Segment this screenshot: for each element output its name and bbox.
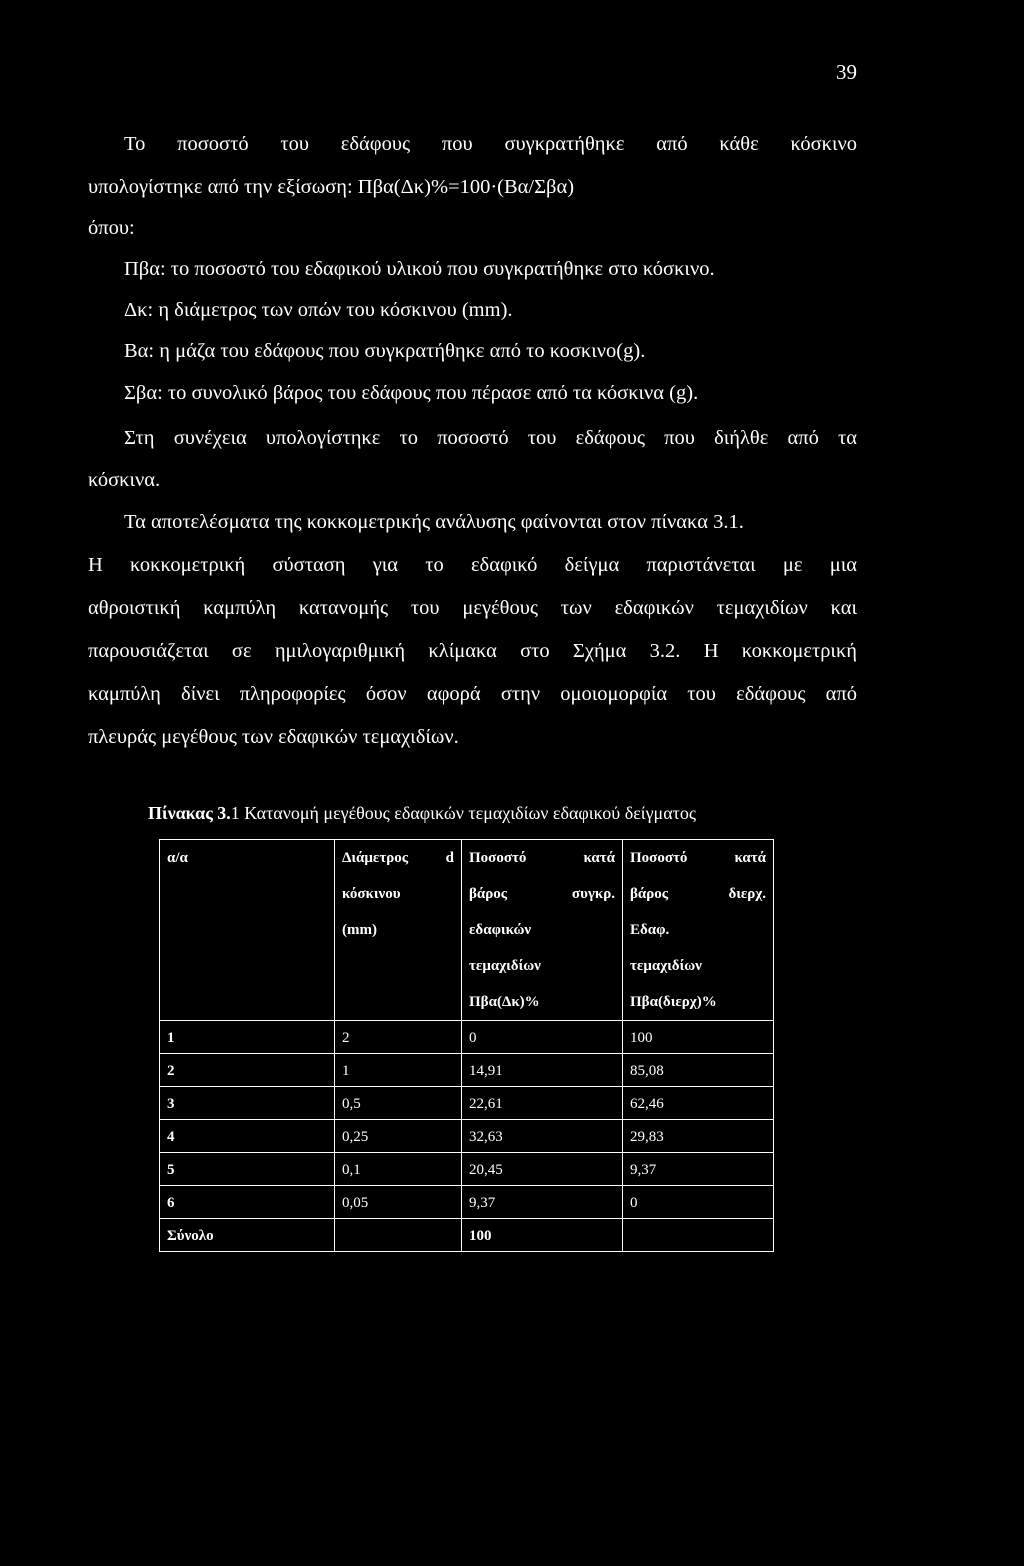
cell-aa: 6 bbox=[160, 1186, 335, 1219]
cell-aa: 1 bbox=[160, 1021, 335, 1054]
header-retained bbox=[462, 840, 623, 1021]
header-passing-line-1: Ποσοστό κατά bbox=[630, 850, 766, 866]
header-passing bbox=[623, 840, 774, 1021]
table-row bbox=[160, 1021, 774, 1054]
paragraph-1-line-2: υπολογίστηκε από την εξίσωση: Πβα(Δκ)%=100·(Βα/Σβα) bbox=[88, 176, 575, 198]
table-row bbox=[160, 1186, 774, 1219]
cell-retained: 0 bbox=[462, 1021, 623, 1054]
table-caption-text: 1 Κατανομή μεγέθους εδαφικών τεμαχιδίων εδαφικού δείγματος bbox=[230, 803, 696, 823]
cell-total-passing bbox=[623, 1219, 774, 1252]
table-caption bbox=[148, 803, 696, 824]
cell-diameter: 0,5 bbox=[335, 1087, 462, 1120]
cell-aa: 2 bbox=[160, 1054, 335, 1087]
paragraph-4-line-1: Η κοκκομετρική σύσταση για το εδαφικό δείγμα παριστάνεται με μια bbox=[88, 554, 857, 576]
paragraph-4-line-5: πλευράς μεγέθους των εδαφικών τεμαχιδίων. bbox=[88, 726, 459, 748]
cell-retained: 32,63 bbox=[462, 1120, 623, 1153]
header-retained-line-3: εδαφικών bbox=[469, 922, 532, 938]
table-row bbox=[160, 1054, 774, 1087]
cell-passing: 0 bbox=[623, 1186, 774, 1219]
cell-passing: 85,08 bbox=[623, 1054, 774, 1087]
paragraph-4-line-3: παρουσιάζεται σε ημιλογαριθμική κλίμακα στο Σχήμα 3.2. Η κοκκομετρική bbox=[88, 640, 857, 662]
table-total-row bbox=[160, 1219, 774, 1252]
header-passing-line-3: Εδαφ. bbox=[630, 922, 670, 938]
cell-diameter: 0,25 bbox=[335, 1120, 462, 1153]
cell-passing: 9,37 bbox=[623, 1153, 774, 1186]
cell-diameter: 2 bbox=[335, 1021, 462, 1054]
cell-total-retained: 100 bbox=[462, 1219, 623, 1252]
header-diameter-line-1: Διάμετρος d bbox=[342, 850, 454, 866]
cell-passing: 29,83 bbox=[623, 1120, 774, 1153]
soil-distribution-table bbox=[159, 839, 774, 1252]
header-diameter-line-3: (mm) bbox=[342, 922, 377, 938]
table-header-row bbox=[160, 840, 774, 1021]
paragraph-1-line-3: όπου: bbox=[88, 217, 135, 239]
cell-diameter: 0,05 bbox=[335, 1186, 462, 1219]
paragraph-2-line-2: κόσκινα. bbox=[88, 469, 161, 491]
header-retained-line-4: τεμαχιδίων bbox=[469, 958, 541, 974]
cell-aa: 3 bbox=[160, 1087, 335, 1120]
cell-aa: 4 bbox=[160, 1120, 335, 1153]
paragraph-1-line-1: Το ποσοστό του εδάφους που συγκρατήθηκε από κάθε κόσκινο bbox=[124, 133, 857, 155]
cell-retained: 9,37 bbox=[462, 1186, 623, 1219]
header-retained-line-5: Πβα(Δκ)% bbox=[469, 994, 540, 1010]
paragraph-4-line-2: αθροιστική καμπύλη κατανομής του μεγέθους των εδαφικών τεμαχιδίων και bbox=[88, 597, 857, 619]
cell-retained: 14,91 bbox=[462, 1054, 623, 1087]
header-aa-label: α/α bbox=[167, 850, 188, 866]
cell-retained: 20,45 bbox=[462, 1153, 623, 1186]
paragraph-3-line-1: Τα αποτελέσματα της κοκκομετρικής ανάλυσης φαίνονται στον πίνακα 3.1. bbox=[124, 511, 744, 533]
paragraph-4-line-4: καμπύλη δίνει πληροφορίες όσον αφορά στην ομοιομορφία του εδάφους από bbox=[88, 683, 857, 705]
cell-aa: 5 bbox=[160, 1153, 335, 1186]
definition-sba: Σβα: το συνολικό βάρος του εδάφους που πέρασε από τα κόσκινα (g). bbox=[124, 382, 699, 404]
cell-diameter: 0,1 bbox=[335, 1153, 462, 1186]
header-diameter bbox=[335, 840, 462, 1021]
cell-passing: 62,46 bbox=[623, 1087, 774, 1120]
table-row bbox=[160, 1120, 774, 1153]
table-row bbox=[160, 1153, 774, 1186]
header-passing-line-2: βάρος διερχ. bbox=[630, 886, 766, 902]
definition-dk: Δκ: η διάμετρος των οπών του κόσκινου (mm). bbox=[124, 299, 513, 321]
definition-ba: Βα: η μάζα του εδάφους που συγκρατήθηκε από το κοσκινο(g). bbox=[124, 340, 646, 362]
cell-total-label: Σύνολο bbox=[160, 1219, 335, 1252]
header-diameter-line-2: κόσκινου bbox=[342, 886, 401, 902]
header-passing-line-4: τεμαχιδίων bbox=[630, 958, 702, 974]
header-passing-line-5: Πβα(διερχ)% bbox=[630, 994, 717, 1010]
cell-retained: 22,61 bbox=[462, 1087, 623, 1120]
page-number: 39 bbox=[836, 60, 857, 84]
header-aa bbox=[160, 840, 335, 1021]
cell-total-diameter bbox=[335, 1219, 462, 1252]
paragraph-2-line-1: Στη συνέχεια υπολογίστηκε το ποσοστό του εδάφους που διήλθε από τα bbox=[124, 427, 857, 449]
cell-diameter: 1 bbox=[335, 1054, 462, 1087]
cell-passing: 100 bbox=[623, 1021, 774, 1054]
header-retained-line-1: Ποσοστό κατά bbox=[469, 850, 615, 866]
definition-pba: Πβα: το ποσοστό του εδαφικού υλικού που συγκρατήθηκε στο κόσκινο. bbox=[124, 258, 715, 280]
table-caption-label: Πίνακας 3. bbox=[148, 803, 231, 823]
table-row bbox=[160, 1087, 774, 1120]
header-retained-line-2: βάρος συγκρ. bbox=[469, 886, 615, 902]
